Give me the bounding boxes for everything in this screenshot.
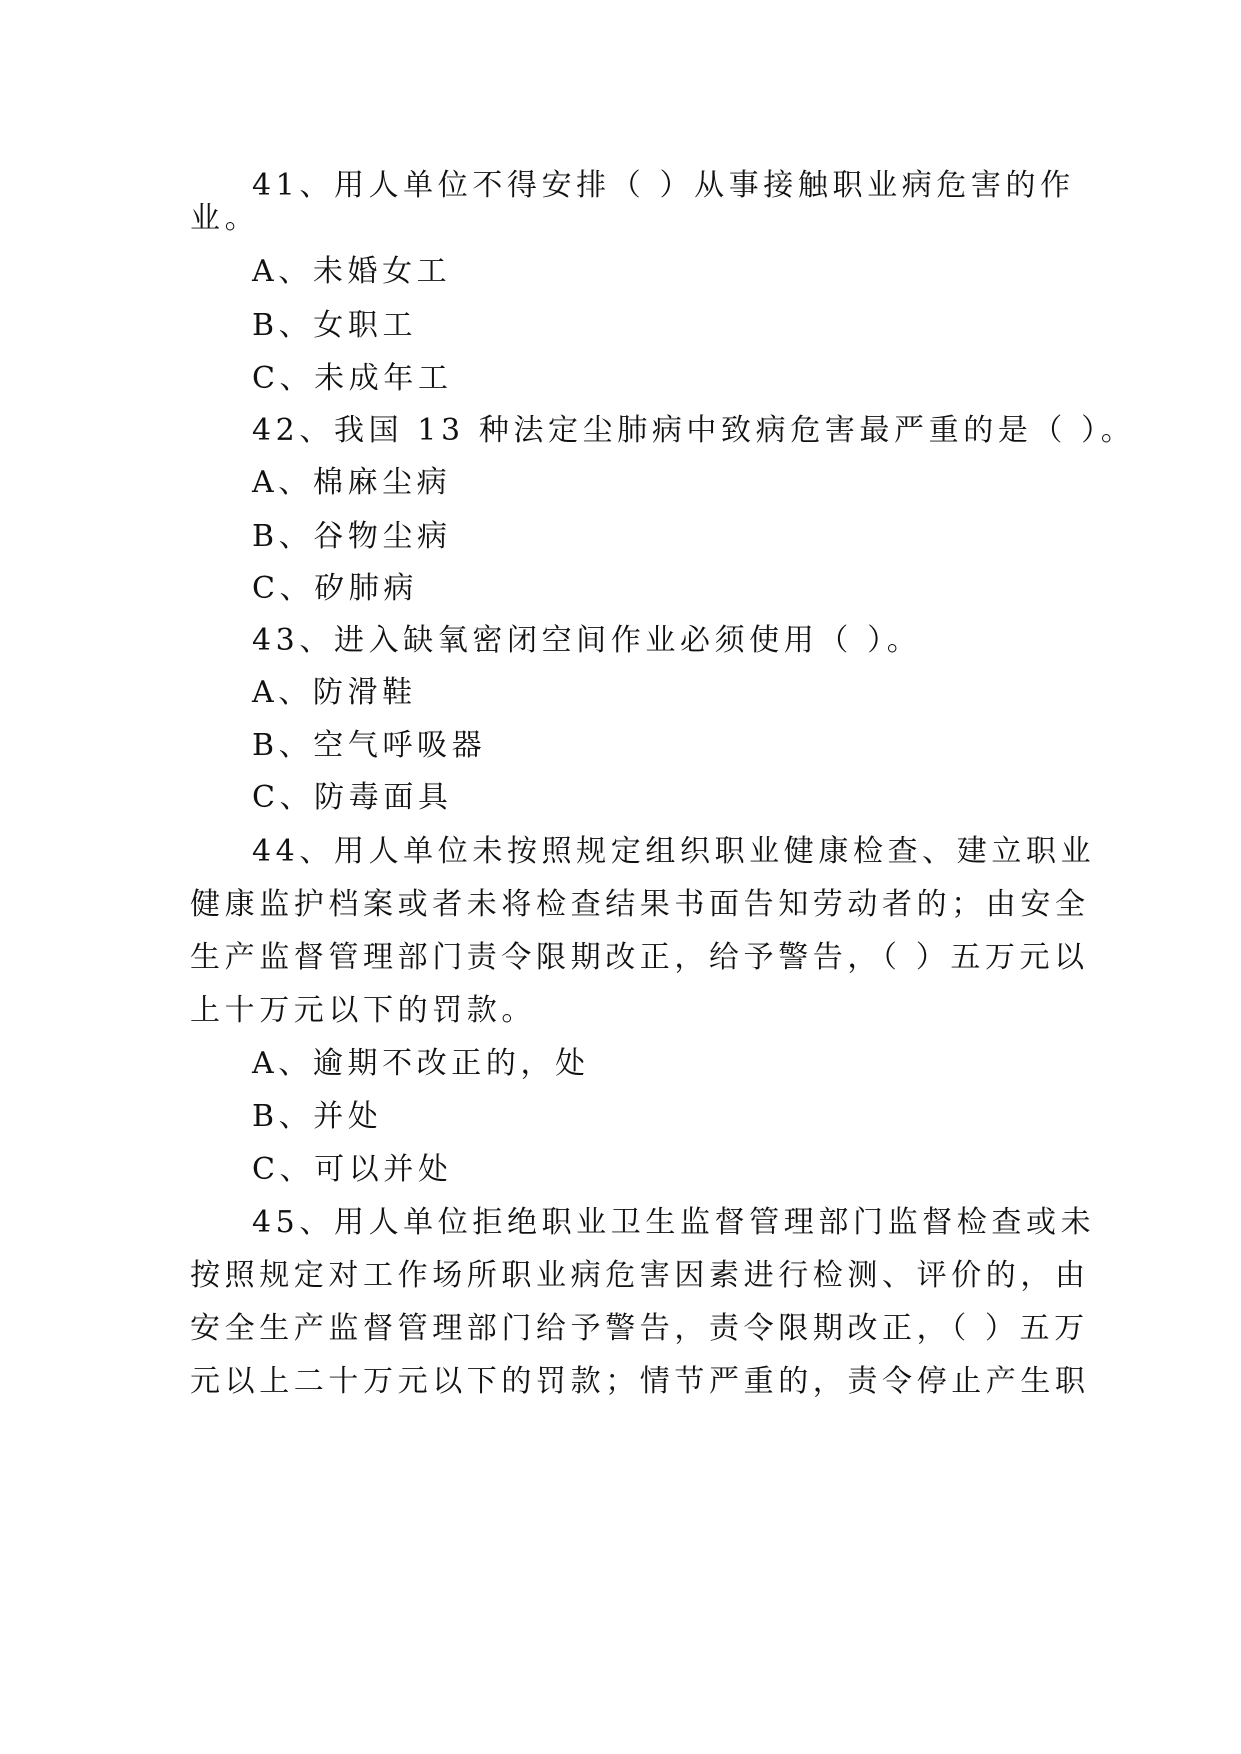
- option-c: C、可以并处: [252, 1152, 453, 1187]
- option-b: B、谷物尘病: [252, 519, 452, 554]
- option-a: A、未婚女工: [252, 254, 452, 289]
- question-text-line: 42、我国 13 种法定尘肺病中致病危害最严重的是（ ）。: [252, 413, 1136, 448]
- question-text-line: 上十万元以下的罚款。: [190, 993, 536, 1028]
- question-text-line: 41、用人单位不得安排（ ）从事接触职业病危害的作: [252, 168, 1075, 203]
- question-text-line: 44、用人单位未按照规定组织职业健康检查、建立职业: [252, 834, 1096, 869]
- option-b: B、并处: [252, 1099, 383, 1134]
- option-a: A、防滑鞋: [252, 675, 417, 710]
- question-text-line: 健康监护档案或者未将检查结果书面告知劳动者的；由安全: [190, 887, 1090, 922]
- question-text-line: 按照规定对工作场所职业病危害因素进行检测、评价的，由: [190, 1258, 1090, 1293]
- question-text-line: 生产监督管理部门责令限期改正，给予警告，（ ）五万元以: [190, 940, 1089, 975]
- question-text-line: 43、进入缺氧密闭空间作业必须使用（ ）。: [252, 623, 922, 658]
- option-c: C、防毒面具: [252, 780, 453, 815]
- option-a: A、逾期不改正的，处: [252, 1046, 590, 1081]
- option-b: B、空气呼吸器: [252, 728, 487, 763]
- question-text-line: 业。: [190, 201, 260, 236]
- option-a: A、棉麻尘病: [252, 465, 452, 500]
- question-text-line: 45、用人单位拒绝职业卫生监督管理部门监督检查或未: [252, 1205, 1096, 1240]
- option-b: B、女职工: [252, 308, 418, 343]
- option-c: C、未成年工: [252, 361, 453, 396]
- option-c: C、矽肺病: [252, 571, 418, 606]
- question-text-line: 安全生产监督管理部门给予警告，责令限期改正，（ ）五万: [190, 1311, 1089, 1346]
- question-text-line: 元以上二十万元以下的罚款；情节严重的，责令停止产生职: [190, 1364, 1090, 1399]
